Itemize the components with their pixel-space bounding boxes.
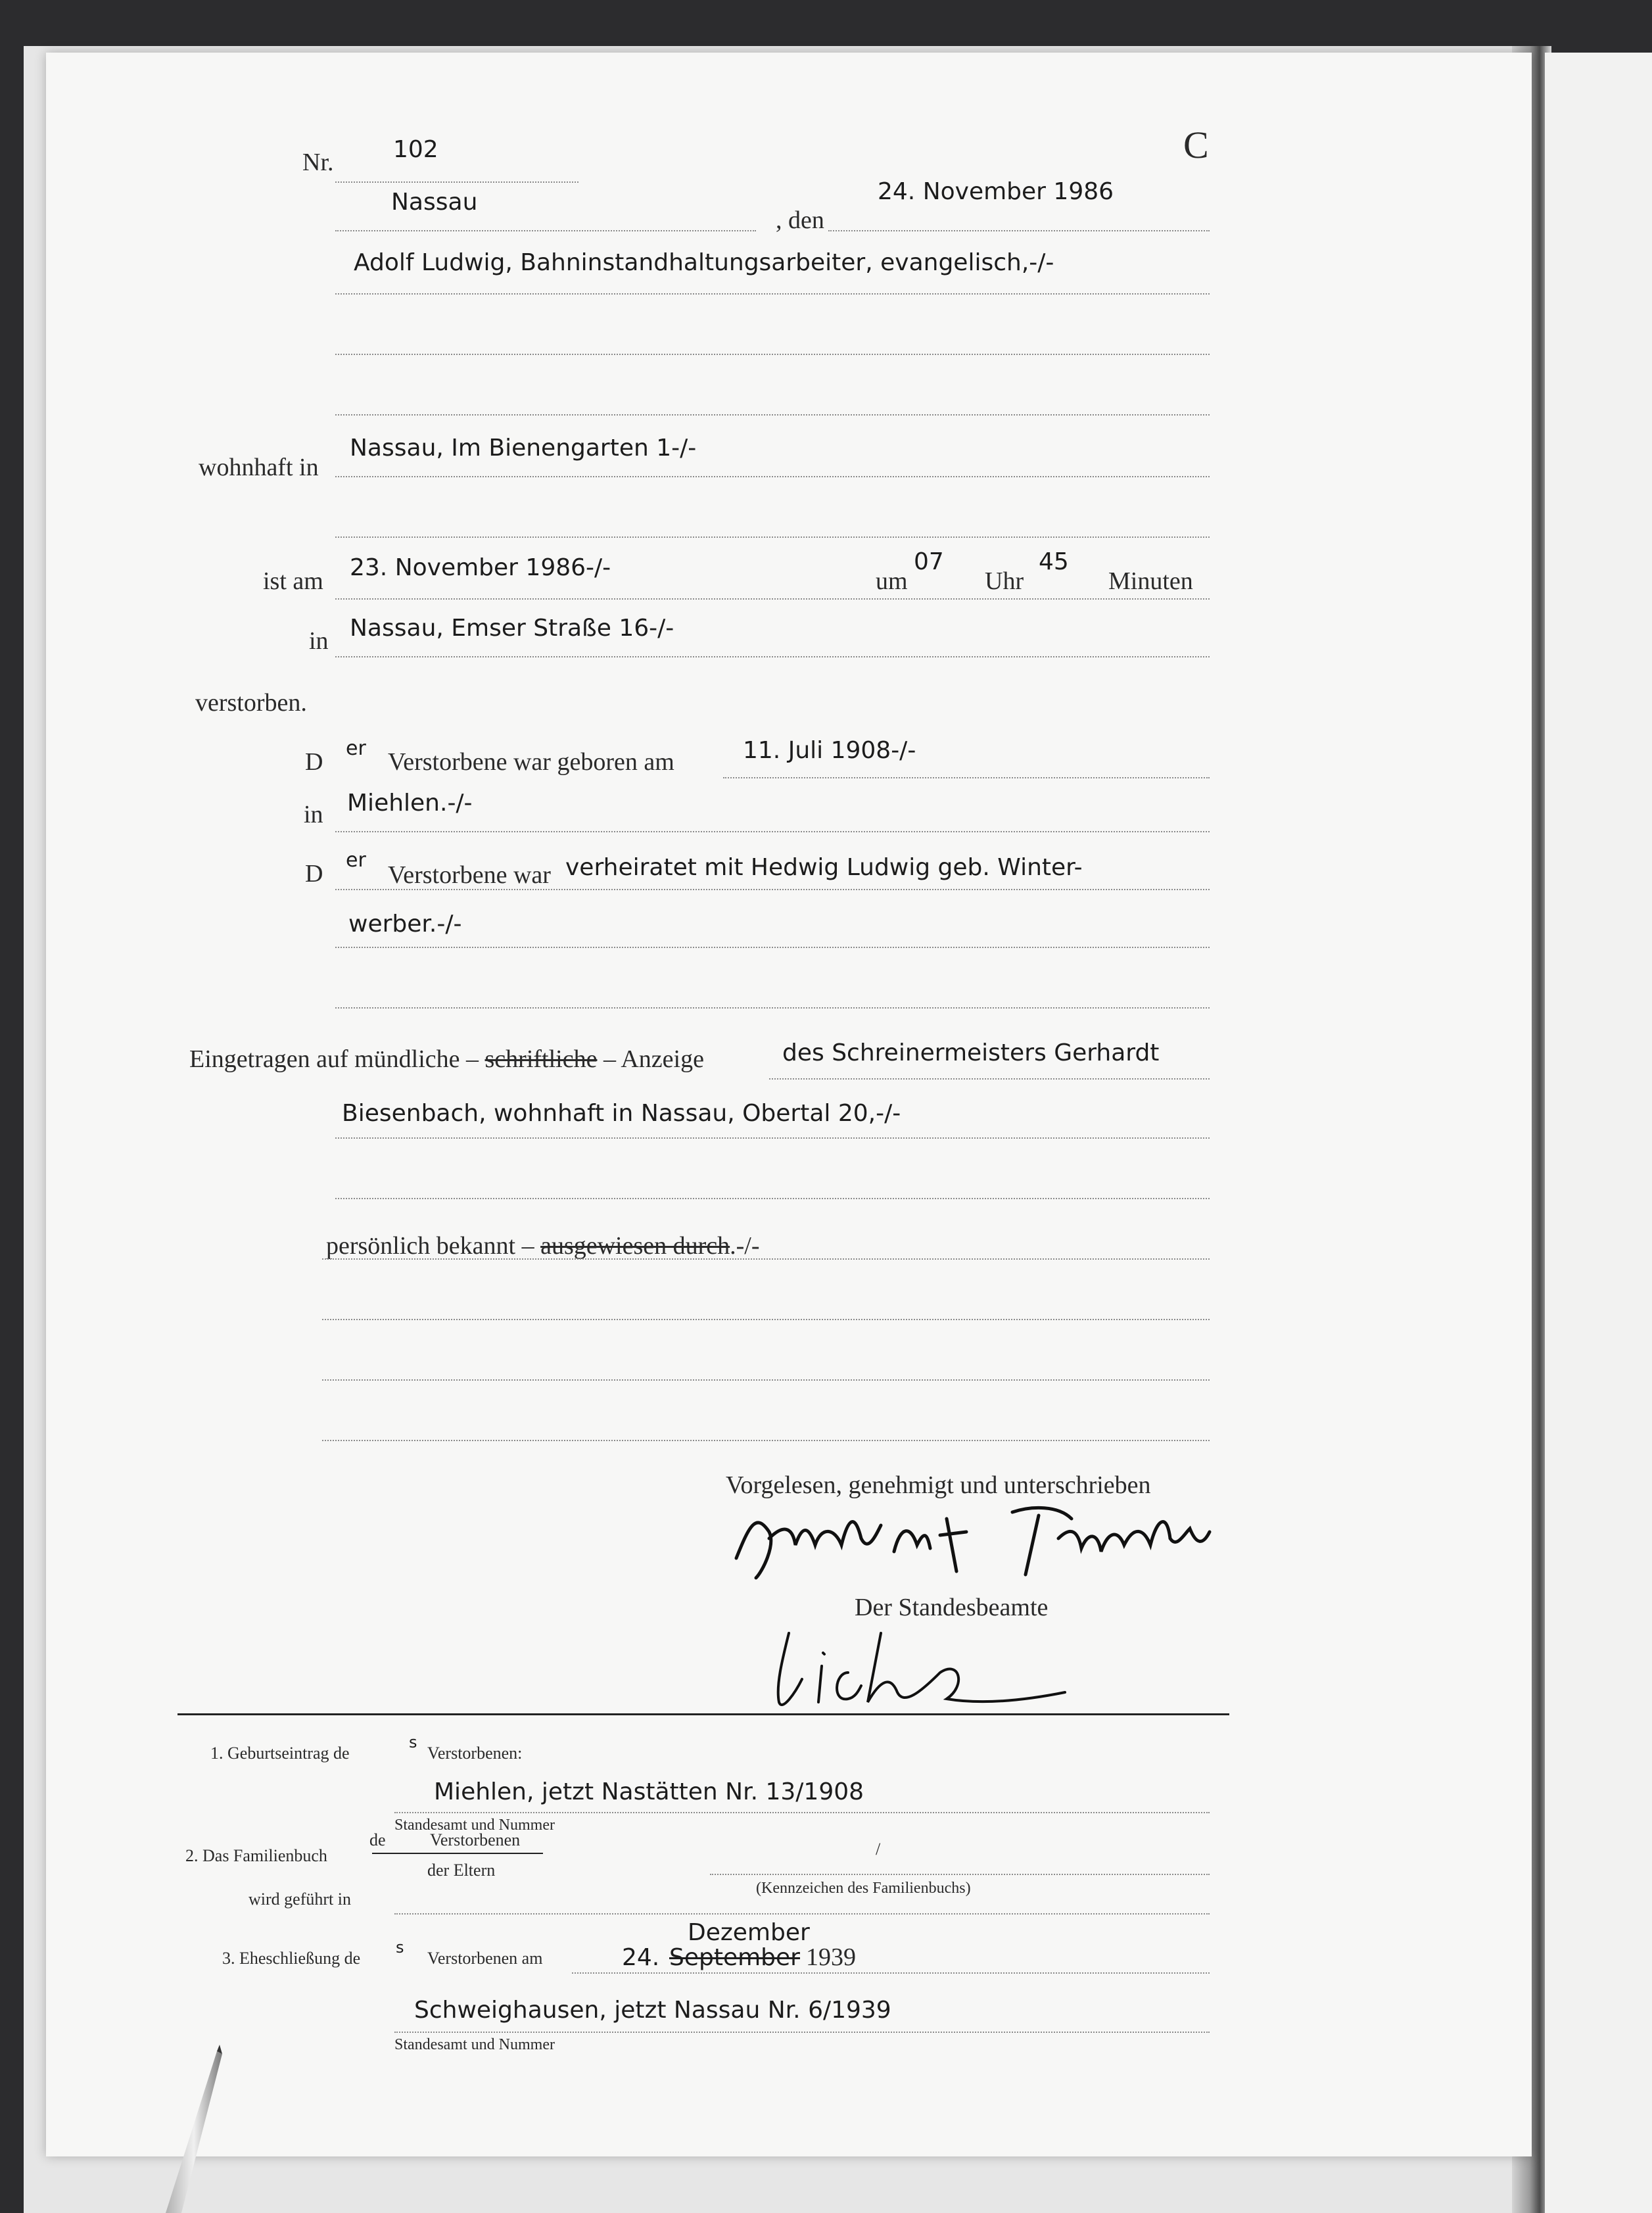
kennzeichen-label: (Kennzeichen des Familienbuchs) xyxy=(756,1880,971,1897)
registration-label xyxy=(189,1047,704,1072)
identity-line-4 xyxy=(322,1440,1210,1441)
registration-date: 24. November 1986 xyxy=(878,178,1114,205)
item1-label: 1. Geburtseintrag de xyxy=(210,1744,350,1763)
informant-line-1 xyxy=(769,1078,1210,1080)
nr-line xyxy=(335,181,578,183)
identity-struck: ausgewiesen durch xyxy=(540,1232,730,1260)
standesamt-label-1: Standesamt und Nummer xyxy=(394,1817,555,1834)
residence-label: wohnhaft in xyxy=(199,454,319,481)
ist-am-label: ist am xyxy=(263,567,323,595)
death-place-line xyxy=(335,656,1210,657)
informant-line2: Biesenbach, wohnhaft in Nassau, Obertal 20,-/- xyxy=(342,1100,901,1127)
verstorben-label: verstorben. xyxy=(195,689,307,717)
name-line-3 xyxy=(335,414,1210,416)
death-in-label: in xyxy=(309,627,329,655)
birth-er-suffix: er xyxy=(346,737,366,760)
registration-label-suffix: – Anzeige xyxy=(603,1045,704,1073)
uhr-label: Uhr xyxy=(985,567,1024,595)
read-approved-label: Vorgelesen, genehmigt und unterschrieben xyxy=(726,1471,1151,1499)
marital-value-line1: verheiratet mit Hedwig Ludwig geb. Winter- xyxy=(565,854,1083,881)
death-hour: 07 xyxy=(914,548,944,575)
name-line-1 xyxy=(335,293,1210,295)
residence-line-2 xyxy=(335,536,1210,538)
item1-s: s xyxy=(409,1733,417,1751)
birth-place: Miehlen.-/- xyxy=(347,790,473,817)
death-minutes: 45 xyxy=(1039,548,1069,575)
item3-place: Schweighausen, jetzt Nassau Nr. 6/1939 xyxy=(414,1997,891,2024)
item2-verstorbenen: Verstorbenen xyxy=(430,1830,521,1849)
item2-fraction-line xyxy=(372,1853,543,1854)
informant-line-2 xyxy=(335,1137,1210,1139)
informant-signature xyxy=(730,1499,1229,1584)
item2-label: 2. Das Familienbuch xyxy=(185,1846,327,1865)
place-line xyxy=(335,230,756,231)
marital-er-suffix: er xyxy=(346,849,366,872)
informant-line1: des Schreinermeisters Gerhardt xyxy=(782,1039,1160,1066)
standesamt-label-2: Standesamt und Nummer xyxy=(394,2036,555,2053)
register-page xyxy=(46,53,1532,2156)
facing-page xyxy=(1545,53,1652,2213)
item2-eltern: der Eltern xyxy=(427,1861,496,1880)
item3-line xyxy=(572,1972,1210,1974)
birth-in-label: in xyxy=(304,801,323,828)
deceased-name: Adolf Ludwig, Bahninstandhaltungsarbeiter, evangelisch,-/- xyxy=(354,249,1054,276)
item3-year: 1939 xyxy=(806,1943,856,1971)
death-date-line xyxy=(335,598,1210,600)
item1-suffix: Verstorbenen: xyxy=(427,1744,523,1763)
date-line xyxy=(828,230,1210,231)
birth-date-line xyxy=(723,777,1210,778)
item3-suffix: Verstorbenen am xyxy=(427,1949,543,1968)
identity-suffix: .-/- xyxy=(730,1232,760,1260)
identity-line-3 xyxy=(322,1379,1210,1381)
pen-icon xyxy=(151,2045,243,2213)
item2-gefuehrt: wird geführt in xyxy=(248,1890,351,1909)
corner-mark: C xyxy=(1183,124,1209,166)
birth-d-label: D xyxy=(305,748,323,776)
item1-line xyxy=(394,1812,1210,1813)
born-label: Verstorbene war geboren am xyxy=(388,748,674,776)
marital-d-label: D xyxy=(305,860,323,888)
item3-s: s xyxy=(396,1938,404,1957)
informant-line-3 xyxy=(335,1198,1210,1199)
minuten-label: Minuten xyxy=(1108,567,1193,595)
item3-month-correction: Dezember xyxy=(688,1919,810,1946)
name-line-2 xyxy=(335,354,1210,355)
identity-prefix: persönlich bekannt – xyxy=(326,1232,534,1260)
item1-value: Miehlen, jetzt Nastätten Nr. 13/1908 xyxy=(434,1778,864,1805)
identity-line-1 xyxy=(322,1258,1210,1260)
registration-label-prefix: Eingetragen auf mündliche – xyxy=(189,1045,479,1073)
item3-place-line xyxy=(394,2032,1210,2033)
residence-value: Nassau, Im Bienengarten 1-/- xyxy=(350,435,697,462)
footer-divider xyxy=(177,1713,1229,1715)
death-date: 23. November 1986-/- xyxy=(350,554,611,581)
registrar-signature xyxy=(749,1620,1091,1719)
birth-place-line xyxy=(335,831,1210,832)
nr-value: 102 xyxy=(393,136,438,163)
registration-place: Nassau xyxy=(391,189,478,216)
item2-de: de xyxy=(369,1830,386,1849)
identity-line-2 xyxy=(322,1319,1210,1320)
marital-line-2 xyxy=(335,947,1210,948)
nr-label: Nr. xyxy=(302,149,334,176)
marital-value-line2: werber.-/- xyxy=(348,911,462,938)
registration-struck: schriftliche xyxy=(484,1045,598,1073)
marital-line-3 xyxy=(335,1007,1210,1009)
registrar-label: Der Standesbeamte xyxy=(855,1594,1049,1621)
den-label: , den xyxy=(776,206,824,234)
residence-line xyxy=(335,476,1210,477)
item3-date-prefix: 24. xyxy=(622,1944,660,1971)
item3-label: 3. Eheschließung de xyxy=(222,1949,361,1968)
death-place: Nassau, Emser Straße 16-/- xyxy=(350,615,674,642)
item3-struck-month: September xyxy=(669,1944,800,1971)
item2-line-2 xyxy=(394,1913,1210,1915)
item2-slash: / xyxy=(876,1840,881,1859)
marital-war-label: Verstorbene war xyxy=(388,861,551,889)
um-label: um xyxy=(876,567,908,595)
item2-line xyxy=(710,1874,1210,1875)
birth-date: 11. Juli 1908-/- xyxy=(743,737,916,764)
identity-label xyxy=(326,1233,760,1258)
marital-line-1 xyxy=(335,889,1210,890)
